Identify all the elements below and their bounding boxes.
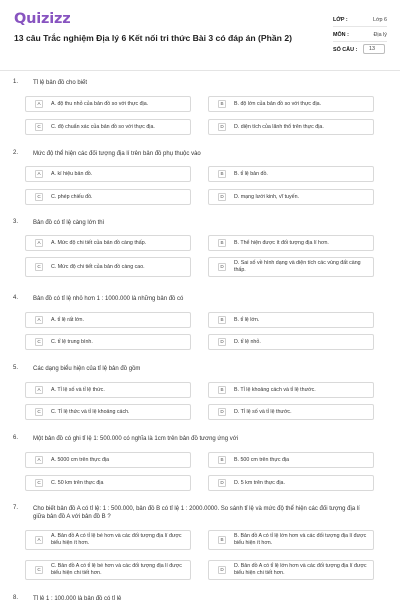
question-text: Bản đồ có tỉ lệ nhỏ hơn 1 : 1000.000 là những bản đồ có — [33, 296, 184, 302]
option-text: B. Bản đồ A có tỉ lệ lớn hơn và các đối tượng địa lí được biểu hiện ít hơn. — [234, 533, 367, 546]
option-text: A. tỉ lệ rất lớn. — [51, 316, 84, 323]
option-a[interactable] — [25, 235, 191, 251]
question-number: 4. — [13, 295, 19, 301]
option-c[interactable] — [25, 334, 191, 350]
option-c[interactable] — [25, 475, 191, 491]
option-a[interactable] — [25, 452, 191, 468]
option-text: B. Tỉ lệ khoảng cách và tỉ lệ thước. — [234, 386, 316, 393]
option-letter-box: C — [35, 123, 43, 131]
option-text: D. diện tích của lãnh thổ trên thực địa. — [234, 123, 324, 130]
option-text: C. tỉ lệ trung bình. — [51, 338, 93, 345]
meta-divider — [333, 41, 387, 42]
question-text: Bản đồ có tỉ lệ càng lớn thì — [33, 220, 105, 226]
option-b[interactable] — [208, 452, 374, 468]
meta-class-label: LỚP : — [333, 17, 348, 23]
option-text: A. kí hiệu bản đồ. — [51, 170, 93, 177]
option-text: A. 5000 cm trên thực địa — [51, 456, 110, 463]
option-b[interactable] — [208, 382, 374, 398]
option-letter-box: D — [218, 566, 226, 574]
option-c[interactable] — [25, 560, 191, 580]
option-a[interactable] — [25, 530, 191, 550]
option-d[interactable] — [208, 189, 374, 205]
question-text: Một bản đồ có ghi tỉ lệ 1: 500.000 có nghĩa là 1cm trên bản đồ tương ứng với — [33, 436, 239, 442]
quizizz-logo: Quizizz — [14, 11, 71, 27]
option-text: C. độ chuẩn xác của bản đồ so với thực địa. — [51, 123, 155, 130]
option-c[interactable] — [25, 257, 191, 277]
option-text: D. Tỉ lệ số và tỉ lệ thước. — [234, 408, 292, 415]
question-text: Tỉ lệ 1 : 100.000 là bản đồ có tỉ lệ — [33, 596, 122, 600]
meta-subject-label: MÔN : — [333, 32, 349, 38]
option-d[interactable] — [208, 475, 374, 491]
option-d[interactable] — [208, 560, 374, 580]
option-letter-box: A — [35, 170, 43, 178]
option-b[interactable] — [208, 530, 374, 550]
option-letter-box: D — [218, 479, 226, 487]
option-text: D. Sai số về hình dạng và diện tích các vùng đất càng thấp. — [234, 260, 361, 273]
meta-divider — [333, 26, 387, 27]
option-a[interactable] — [25, 382, 191, 398]
option-c[interactable] — [25, 119, 191, 135]
option-a[interactable] — [25, 96, 191, 112]
option-letter-box: B — [218, 170, 226, 178]
option-text: C. phép chiếu đồ. — [51, 193, 93, 200]
option-letter-box: A — [35, 239, 43, 247]
option-a[interactable] — [25, 166, 191, 182]
option-letter-box: B — [218, 386, 226, 394]
option-d[interactable] — [208, 404, 374, 420]
option-letter-box: B — [218, 100, 226, 108]
option-letter-box: B — [218, 316, 226, 324]
question-number: 6. — [13, 435, 19, 441]
question-text: Tỉ lệ bản đồ cho biết — [33, 80, 88, 86]
option-letter-box: A — [35, 386, 43, 394]
option-text: A. Mức độ chi tiết của bản đồ càng thấp. — [51, 239, 147, 246]
option-d[interactable] — [208, 119, 374, 135]
option-letter-box: C — [35, 263, 43, 271]
option-text: C. 50 km trên thực địa — [51, 479, 104, 486]
worksheet-header — [0, 0, 400, 72]
option-text: D. 5 km trên thực địa. — [234, 479, 285, 486]
option-letter-box: D — [218, 123, 226, 131]
option-letter-box: B — [218, 456, 226, 464]
option-letter-box: A — [35, 456, 43, 464]
option-text: B. độ lớn của bản đồ so với thực địa. — [234, 100, 322, 107]
option-text: B. tỉ lệ lớn. — [234, 316, 260, 323]
question-text: Các dạng biểu hiện của tỉ lệ bản đồ gồm — [33, 366, 141, 372]
option-letter-box: A — [35, 536, 43, 544]
header-divider — [0, 70, 400, 71]
meta-question-count-value: 13 — [363, 44, 385, 54]
option-letter-box: D — [218, 338, 226, 346]
option-text: C. Bản đồ A có tỉ lệ bé hơn và các đối tượng địa lí được biểu hiện chi tiết hơn. — [51, 563, 182, 576]
option-letter-box: C — [35, 566, 43, 574]
option-text: B. Thể hiện được ít đối tượng địa lí hơn. — [234, 239, 329, 246]
option-letter-box: C — [35, 193, 43, 201]
option-b[interactable] — [208, 312, 374, 328]
question-number: 1. — [13, 79, 19, 85]
question-number: 7. — [13, 505, 19, 511]
option-letter-box: D — [218, 263, 226, 271]
worksheet-title: 13 câu Trắc nghiệm Địa lý 6 Kết nối tri thức Bài 3 có đáp án (Phần 2) — [14, 33, 292, 43]
option-text: C. Mức độ chi tiết của bản đồ càng cao. — [51, 263, 145, 270]
option-c[interactable] — [25, 189, 191, 205]
question-number: 2. — [13, 150, 19, 156]
option-text: A. Bản đồ A có tỉ lệ bé hơn và các đối tượng địa lí được biểu hiện ít hơn. — [51, 533, 182, 546]
option-letter-box: B — [218, 536, 226, 544]
option-letter-box: B — [218, 239, 226, 247]
question-text: Mức độ thể hiện các đối tượng địa lí trên bản đồ phụ thuộc vào — [33, 151, 201, 157]
option-a[interactable] — [25, 312, 191, 328]
option-b[interactable] — [208, 96, 374, 112]
meta-class-value: Lớp 6 — [372, 17, 387, 23]
option-letter-box: A — [35, 316, 43, 324]
option-letter-box: C — [35, 338, 43, 346]
option-text: B. 500 cm trên thực địa — [234, 456, 290, 463]
option-text: D. mạng lưới kinh, vĩ tuyến. — [234, 193, 300, 200]
question-number: 3. — [13, 219, 19, 225]
option-letter-box: D — [218, 193, 226, 201]
question-number: 5. — [13, 365, 19, 371]
option-d[interactable] — [208, 257, 374, 277]
option-text: C. Tỉ lệ thức và tỉ lệ khoảng cách. — [51, 408, 130, 415]
option-text: A. độ thu nhỏ của bản đồ so với thực địa. — [51, 100, 149, 107]
option-b[interactable] — [208, 235, 374, 251]
option-text: A. Tỉ lệ số và tỉ lệ thức. — [51, 386, 105, 393]
option-text: D. Bản đồ A có tỉ lệ lớn hơn và các đối tượng địa lí được biểu hiện chi tiết hơn. — [234, 563, 367, 576]
option-d[interactable] — [208, 334, 374, 350]
option-b[interactable] — [208, 166, 374, 182]
meta-subject-value: Địa lý — [373, 32, 387, 38]
option-text: B. tỉ lệ bản đồ. — [234, 170, 268, 177]
meta-question-count-label: SỐ CÂU : — [333, 47, 358, 53]
question-number: 8. — [13, 595, 19, 600]
question-text: Cho biết bản đồ A có tỉ lệ: 1 : 500.000, bản đồ B có tỉ lệ 1 : 2000.0000. So sánh tỉ lệ và mức độ thể hiện các đối tượng địa lí giữa bản đồ A với bản đồ B ? — [33, 506, 360, 520]
option-letter-box: A — [35, 100, 43, 108]
option-letter-box: D — [218, 408, 226, 416]
option-c[interactable] — [25, 404, 191, 420]
option-text: D. tỉ lệ nhỏ. — [234, 338, 261, 345]
option-letter-box: C — [35, 408, 43, 416]
option-letter-box: C — [35, 479, 43, 487]
